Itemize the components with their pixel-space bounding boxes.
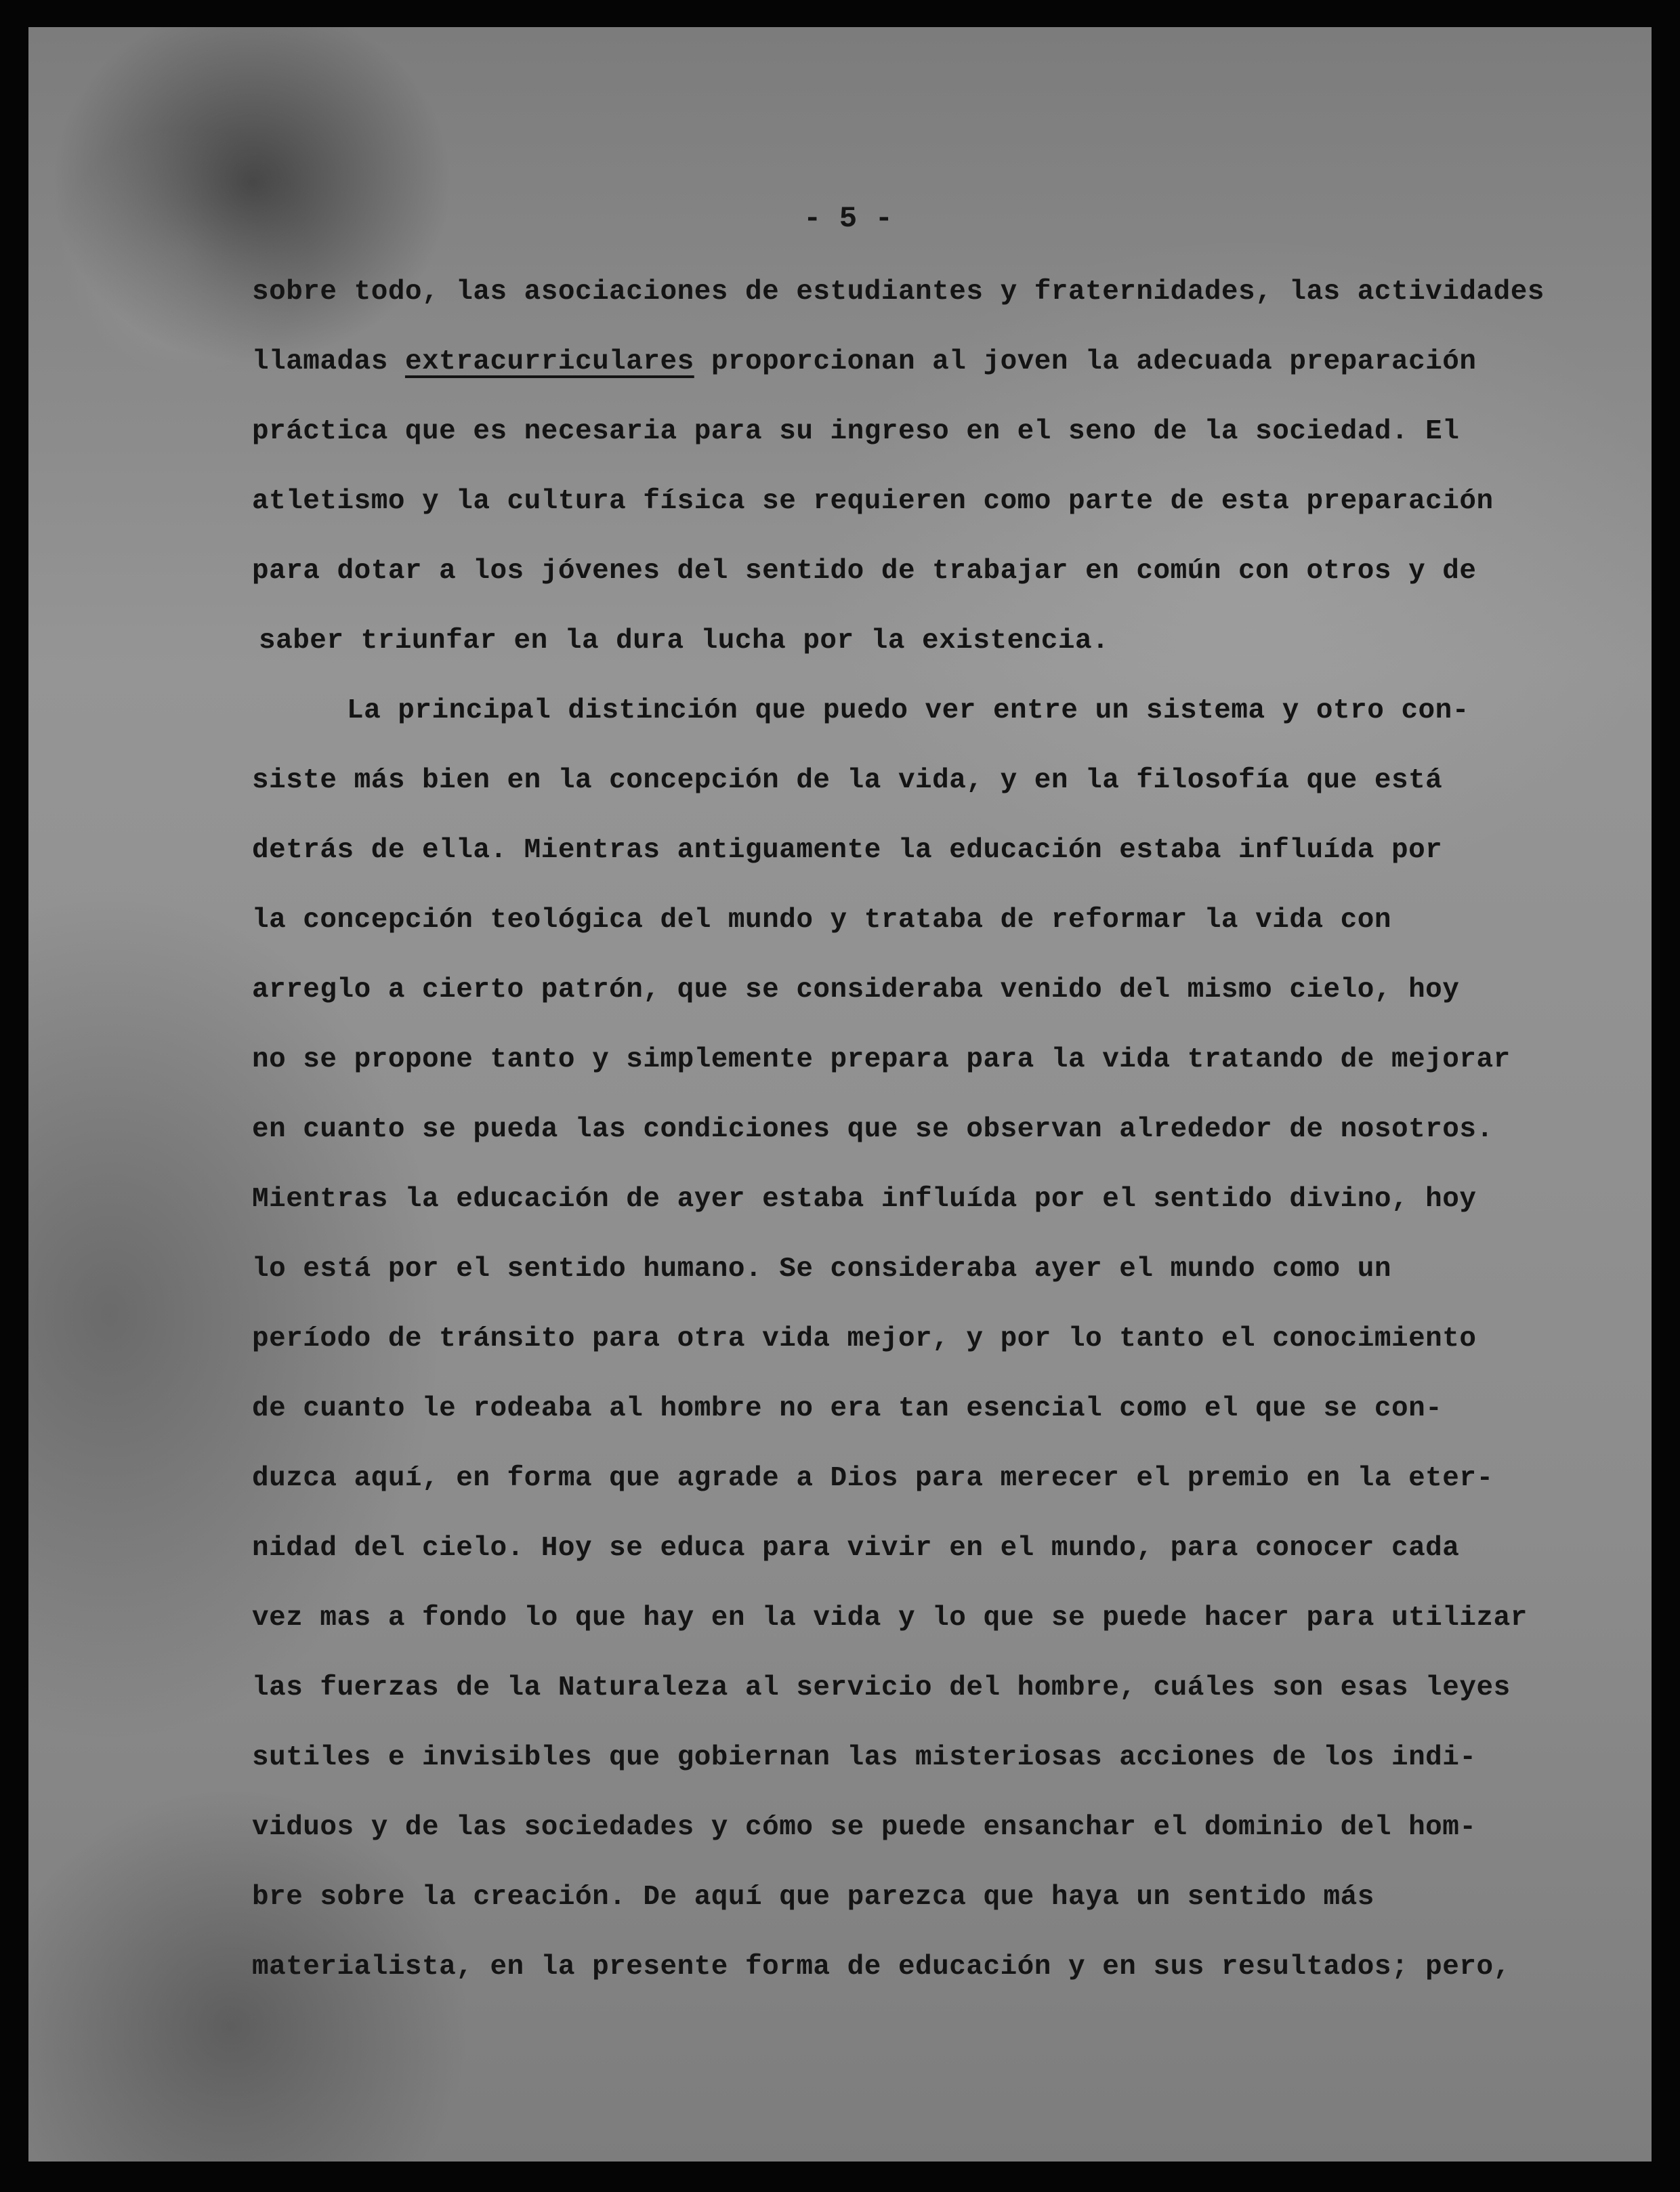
text-line: detrás de ella. Mientras antiguamente la educación estaba influída por xyxy=(252,835,1443,866)
text-line xyxy=(252,327,1620,397)
text-line: Mientras la educación de ayer estaba influída por el sentido divino, hoy xyxy=(252,1184,1477,1215)
text-segment: llamadas xyxy=(252,346,405,377)
text-line: sobre todo, las asociaciones de estudiantes y fraternidades, las actividades xyxy=(252,276,1545,308)
text-line: las fuerzas de la Naturaleza al servicio del hombre, cuáles son esas leyes xyxy=(252,1672,1511,1703)
text-line: práctica que es necesaria para su ingreso en el seno de la sociedad. El xyxy=(252,416,1460,447)
text-line: lo está por el sentido humano. Se consideraba ayer el mundo como un xyxy=(252,1254,1391,1285)
text-line: arreglo a cierto patrón, que se consideraba venido del mismo cielo, hoy xyxy=(252,974,1460,1006)
text-line: sutiles e invisibles que gobiernan las misteriosas acciones de los indi- xyxy=(252,1742,1477,1773)
text-line: vez mas a fondo lo que hay en la vida y lo que se puede hacer para utilizar xyxy=(252,1602,1528,1634)
typewritten-page xyxy=(28,27,1652,2162)
page-number: - 5 - xyxy=(803,202,894,236)
text-line: la concepción teológica del mundo y trataba de reformar la vida con xyxy=(252,905,1391,936)
underlined-term: extracurriculares xyxy=(404,346,694,377)
paragraph-first-line: La principal distinción que puedo ver entre un sistema y otro con- xyxy=(347,695,1469,726)
text-segment: proporcionan al joven la adecuada preparación xyxy=(694,346,1477,377)
text-line: saber triunfar en la dura lucha por la existencia. xyxy=(259,625,1110,657)
text-line: siste más bien en la concepción de la vida, y en la filosofía que está xyxy=(252,765,1443,796)
text-line: de cuanto le rodeaba al hombre no era tan esencial como el que se con- xyxy=(252,1393,1443,1424)
text-line: atletismo y la cultura física se requieren como parte de esta preparación xyxy=(252,486,1494,517)
text-line: viduos y de las sociedades y cómo se puede ensanchar el dominio del hom- xyxy=(252,1812,1477,1843)
text-line: para dotar a los jóvenes del sentido de trabajar en común con otros y de xyxy=(252,556,1477,587)
text-line: nidad del cielo. Hoy se educa para vivir en el mundo, para conocer cada xyxy=(252,1533,1460,1564)
body-text xyxy=(252,257,1620,2002)
text-line: en cuanto se pueda las condiciones que se observan alrededor de nosotros. xyxy=(252,1114,1494,1145)
text-line: bre sobre la creación. De aquí que parezca que haya un sentido más xyxy=(252,1882,1374,1913)
text-line: período de tránsito para otra vida mejor, y por lo tanto el conocimiento xyxy=(252,1323,1477,1355)
text-line: duzca aquí, en forma que agrade a Dios para merecer el premio en la eter- xyxy=(252,1463,1494,1494)
text-line: no se propone tanto y simplemente prepara para la vida tratando de mejorar xyxy=(252,1044,1511,1075)
text-line: materialista, en la presente forma de educación y en sus resultados; pero, xyxy=(252,1951,1511,1983)
